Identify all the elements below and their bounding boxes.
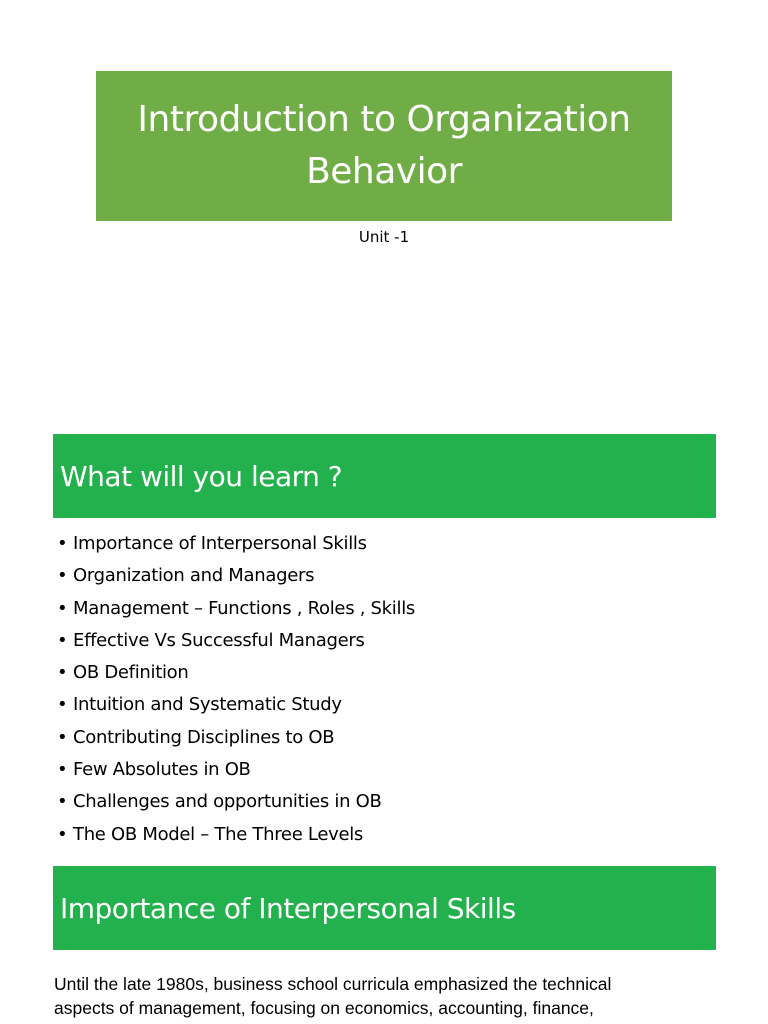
bullet-icon: • [57,597,68,619]
bullet-icon: • [57,694,68,716]
bullet-icon: • [57,726,68,748]
list-item: • OB Definition [57,657,415,689]
title-banner [96,71,672,221]
slide-title-line-1: Introduction to Organization [137,99,631,140]
bullet-icon: • [57,791,68,813]
bullet-icon: • [57,759,68,781]
bullet-icon: • [57,629,68,651]
list-item: • The OB Model – The Three Levels [57,819,415,851]
list-item: • Intuition and Systematic Study [57,689,415,721]
slide-subtitle: Unit -1 [358,228,410,246]
bullet-icon: • [57,565,68,587]
list-item: • Importance of Interpersonal Skills [57,528,415,560]
list-item: • Challenges and opportunities in OB [57,786,415,818]
learning-topics-list [57,528,415,851]
skills-heading-bar [53,866,716,950]
learn-heading: What will you learn ? [60,459,343,493]
slide-title [137,94,630,198]
list-item: • Effective Vs Successful Managers [57,625,415,657]
skills-body-text [54,972,734,1020]
slide-title-line-2: Behavior [306,151,462,192]
list-item: • Organization and Managers [57,560,415,592]
bullet-icon: • [57,533,68,554]
list-item: • Management – Functions , Roles , Skills [57,593,415,625]
body-line-1: Until the late 1980s, business school curricula emphasized the technical [54,974,612,994]
skills-heading: Importance of Interpersonal Skills [60,891,516,925]
body-line-2: aspects of management, focusing on economics, accounting, finance, [54,998,594,1018]
list-item: • Few Absolutes in OB [57,754,415,786]
bullet-icon: • [57,662,68,684]
bullet-icon: • [57,823,68,845]
list-item: • Contributing Disciplines to OB [57,722,415,754]
learn-heading-bar [53,434,716,518]
